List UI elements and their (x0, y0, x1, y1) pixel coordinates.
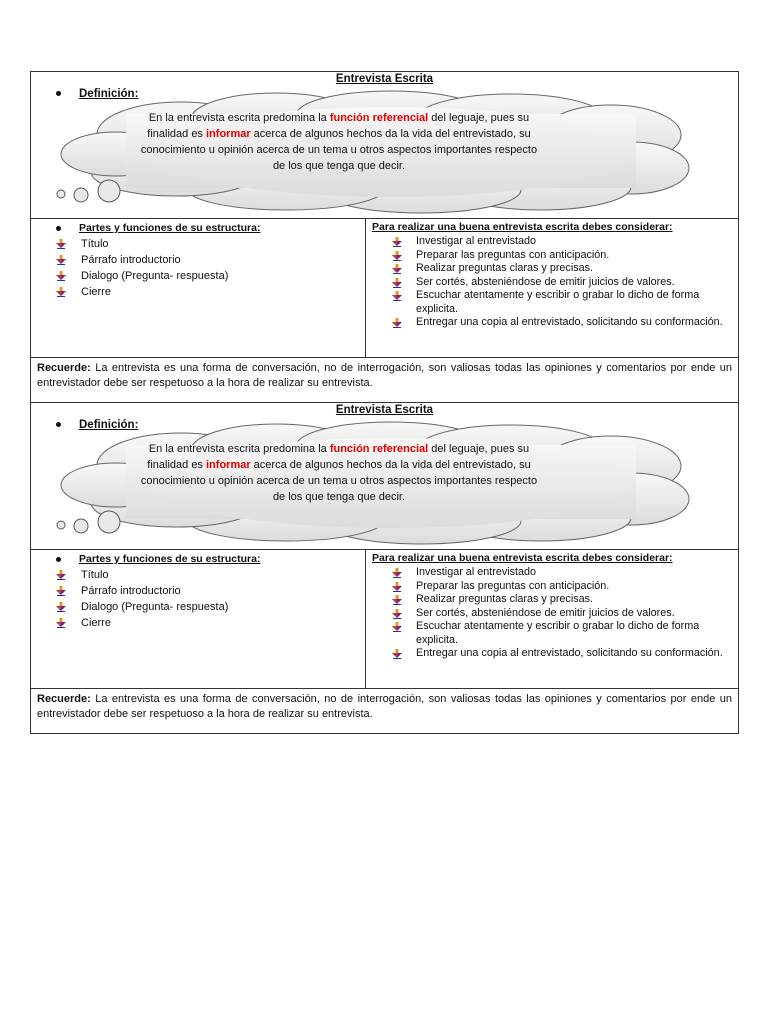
list-item-text: Entregar una copia al entrevistado, solicitando su conformación. (416, 647, 723, 659)
list-item (56, 615, 365, 631)
structure-heading-text: Partes y funciones de su estructura: (79, 222, 261, 234)
arrow-down-bullet-icon (56, 586, 66, 596)
bullet-icon (56, 557, 61, 562)
arrow-down-bullet-icon (56, 602, 66, 612)
tips-heading: Para realizar una buena entrevista escrita debes considerar: (372, 552, 673, 564)
structure-section (31, 219, 738, 358)
arrow-down-bullet-icon (392, 568, 402, 578)
reminder-text: La entrevista es una forma de conversación, no de interrogación, son valiosas todas las opiniones y comentarios por ende un entrevistador debe ser respetuoso a la hora de realizar su entrevista. (37, 362, 732, 389)
list-item-text: Cierre (81, 617, 111, 629)
structure-parts-column (31, 219, 366, 357)
list-item-text: Título (81, 569, 109, 581)
structure-parts-column (31, 550, 366, 688)
list-item (392, 316, 738, 330)
definition-text-part: En la entrevista escrita predomina la (148, 443, 330, 455)
tips-column (366, 550, 738, 688)
list-item-text: Ser cortés, absteniéndose de emitir juicios de valores. (416, 275, 675, 288)
definition-text-part: acerca de algunos hechos da la vida del entrevistado, su conocimiento u opinión acerca de un tema u otros aspectos importantes respecto de los que tenga que decir. (140, 128, 538, 172)
list-item (392, 566, 738, 580)
highlight-funcion-referencial: función referencial (329, 443, 429, 455)
definition-text-part: En la entrevista escrita predomina la (148, 112, 330, 124)
structure-heading (56, 222, 365, 234)
structure-list (56, 236, 365, 300)
card-title: Entrevista Escrita (335, 73, 434, 85)
list-item-text: Investigar al entrevistado (416, 566, 537, 578)
tips-heading: Para realizar una buena entrevista escrita debes considerar: (372, 221, 673, 233)
interview-card-1 (30, 71, 739, 403)
list-item (392, 620, 738, 647)
bullet-icon (56, 226, 61, 231)
list-item-text: Título (81, 238, 109, 250)
list-item (392, 262, 738, 276)
definition-label: Definición: (79, 88, 139, 100)
list-item-text: Dialogo (Pregunta- respuesta) (81, 601, 229, 613)
reminder-section (31, 358, 738, 391)
tips-list (392, 566, 738, 661)
structure-heading-text: Partes y funciones de su estructura: (79, 553, 261, 565)
list-item (56, 583, 365, 599)
arrow-down-bullet-icon (392, 264, 402, 274)
definition-label: Definición: (79, 419, 139, 431)
tips-column (366, 219, 738, 357)
list-item (56, 599, 365, 615)
structure-heading (56, 553, 365, 565)
reminder-text: La entrevista es una forma de conversación, no de interrogación, son valiosas todas las opiniones y comentarios por ende un entrevistador debe ser respetuoso a la hora de realizar su entrevista. (37, 693, 732, 720)
list-item (392, 249, 738, 263)
arrow-down-bullet-icon (56, 287, 66, 297)
arrow-down-bullet-icon (392, 291, 402, 301)
arrow-down-bullet-icon (392, 251, 402, 261)
arrow-down-bullet-icon (392, 609, 402, 619)
list-item (392, 289, 738, 316)
list-item-text: Párrafo introductorio (81, 585, 181, 597)
arrow-down-bullet-icon (56, 239, 66, 249)
list-item (56, 236, 365, 252)
list-item (392, 607, 738, 621)
highlight-informar: informar (206, 459, 251, 471)
list-item-text: Investigar al entrevistado (416, 235, 537, 247)
reminder-label: Recuerde: (37, 693, 91, 705)
list-item-text: Escuchar atentamente y escribir o grabar lo dicho de forma explicita. (416, 620, 700, 646)
list-item-text: Realizar preguntas claras y precisas. (416, 593, 594, 605)
arrow-down-bullet-icon (392, 318, 402, 328)
highlight-funcion-referencial: función referencial (329, 112, 429, 124)
arrow-down-bullet-icon (56, 570, 66, 580)
arrow-down-bullet-icon (392, 582, 402, 592)
definition-text (139, 441, 539, 505)
arrow-down-bullet-icon (392, 649, 402, 659)
card-title: Entrevista Escrita (335, 404, 434, 416)
reminder-label: Recuerde: (37, 362, 91, 374)
list-item-text: Escuchar atentamente y escribir o grabar lo dicho de forma explicita. (416, 289, 700, 315)
arrow-down-bullet-icon (392, 278, 402, 288)
highlight-informar: informar (206, 128, 251, 140)
arrow-down-bullet-icon (392, 622, 402, 632)
list-item (392, 593, 738, 607)
list-item-text: Ser cortés, absteniéndose de emitir juicios de valores. (416, 606, 675, 619)
list-item-text: Dialogo (Pregunta- respuesta) (81, 270, 229, 282)
list-item-text: Entregar una copia al entrevistado, solicitando su conformación. (416, 316, 723, 328)
list-item (392, 235, 738, 249)
list-item (56, 252, 365, 268)
list-item-text: Párrafo introductorio (81, 254, 181, 266)
arrow-down-bullet-icon (56, 255, 66, 265)
list-item (56, 268, 365, 284)
arrow-down-bullet-icon (392, 595, 402, 605)
definition-text-part: del leguaje, pues su finalidad es (147, 443, 530, 471)
arrow-down-bullet-icon (56, 618, 66, 628)
list-item (56, 284, 365, 300)
definition-section (31, 72, 738, 219)
list-item (392, 580, 738, 594)
list-item-text: Preparar las preguntas con anticipación. (416, 248, 610, 261)
definition-text-part: del leguaje, pues su finalidad es (147, 112, 530, 140)
list-item-text: Preparar las preguntas con anticipación. (416, 579, 610, 592)
structure-list (56, 567, 365, 631)
interview-card-2 (30, 402, 739, 734)
list-item-text: Cierre (81, 286, 111, 298)
list-item-text: Realizar preguntas claras y precisas. (416, 262, 594, 274)
definition-section (31, 403, 738, 550)
arrow-down-bullet-icon (392, 237, 402, 247)
definition-text-part: acerca de algunos hechos da la vida del entrevistado, su conocimiento u opinión acerca de un tema u otros aspectos importantes respecto de los que tenga que decir. (140, 459, 538, 503)
structure-section (31, 550, 738, 689)
definition-text (139, 110, 539, 174)
list-item (56, 567, 365, 583)
reminder-section (31, 689, 738, 722)
list-item (392, 647, 738, 661)
tips-list (392, 235, 738, 330)
arrow-down-bullet-icon (56, 271, 66, 281)
list-item (392, 276, 738, 290)
